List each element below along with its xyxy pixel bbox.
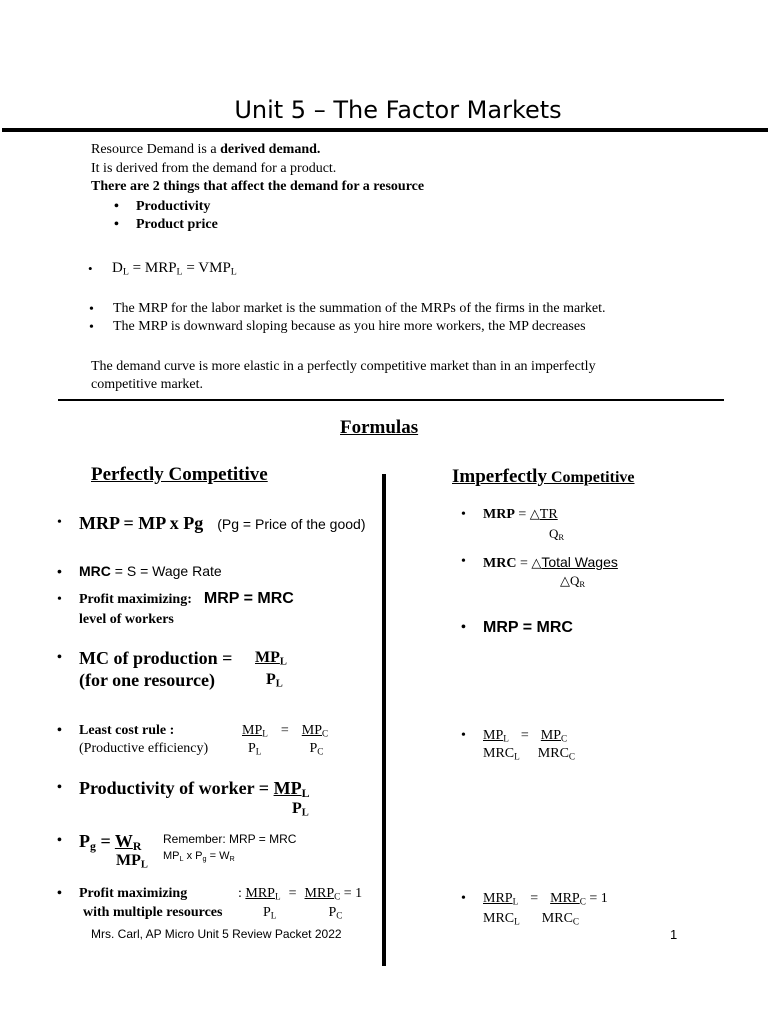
left-lcr-label: • Least cost rule : (57, 723, 175, 738)
left-mc-label2: (for one resource) (79, 670, 215, 690)
left-remember-2: $MP_L$ x $P_g = W_R$ (163, 850, 235, 863)
right-pmm-equation: • $MRP_L = MRP_C = 1$ (461, 891, 608, 907)
factor-productivity: • Productivity (136, 199, 210, 215)
factor-product-price: • Product price (136, 217, 218, 233)
left-lcr-equation: $MP_L = MP_C$ (242, 723, 329, 739)
left-mc-denominator: $P_L$ (266, 671, 283, 690)
right-mrc-denominator: △QR (560, 573, 586, 590)
section-rule (58, 399, 724, 401)
intro-line-2: It is derived from the demand for a product. (91, 161, 337, 176)
elastic-line-1: The demand curve is more elastic in a perfectly competitive market than in an imperfectly (91, 359, 596, 374)
right-mrc-formula: • MRC = △Total Wages (461, 554, 618, 571)
left-mc-label: • MC of production = (57, 648, 233, 668)
note-mrp-summation: • The MRP for the labor market is the summation of the MRPs of the firms in the market. (89, 301, 606, 317)
right-lcr-denominators: $MRC_L$ $MRC_C$ (483, 746, 576, 762)
title-rule (2, 128, 768, 132)
left-remember-1: Remember: MRP = MRC (163, 832, 297, 846)
left-pmm-denominators: $P_L$ $P_C$ (263, 905, 343, 921)
left-pmm-label2: with multiple resources (83, 905, 223, 920)
left-mrc-formula: • MRC = S = Wage Rate (57, 563, 222, 579)
page-title: Unit 5 – The Factor Markets (234, 96, 562, 124)
note-mrp-downward: • The MRP is downward sloping because as you hire more workers, the MP decreases (89, 319, 586, 335)
left-heading: Perfectly Competitive (91, 464, 268, 485)
left-pmm-equation: : $MRP_L = MRP_C = 1$ (238, 886, 363, 902)
right-mrp-formula: • MRP = △TR (461, 507, 558, 522)
left-pmm-label: • Profit maximizing (57, 886, 188, 901)
intro-line-3: There are 2 things that affect the demand for a resource (91, 179, 425, 194)
column-divider (382, 474, 386, 966)
formulas-heading: Formulas (340, 417, 419, 438)
right-heading: Imperfectly Competitive (452, 466, 635, 487)
right-lcr-equation: • $MP_L = MP_C$ (461, 728, 568, 744)
left-pg-denominator: $MP_L$ (116, 852, 148, 871)
right-mrp-mrc: • MRP = MRC (461, 619, 573, 636)
left-mrp-formula: • MRP = MP x Pg (Pg = Price of the good) (57, 513, 366, 533)
left-lcr-label2: (Productive efficiency) (79, 741, 209, 756)
left-profit-max: • Profit maximizing: MRP = MRC (57, 590, 294, 607)
left-mc-numerator: $MP_L$ (255, 649, 287, 668)
right-mrp-denominator: QR (549, 526, 565, 543)
left-pg-formula: • $P_g = W_R$ (57, 831, 142, 853)
left-lcr-denominators: $P_L$ $P_C$ (248, 741, 324, 757)
elastic-line-2: competitive market. (91, 377, 203, 392)
left-profit-max-label2: level of workers (79, 612, 174, 627)
intro-line-1: Resource Demand is a derived demand. (91, 142, 321, 157)
demand-equation: • $D_L = MRP_L = VMP_L$ (88, 260, 237, 278)
left-productivity-denominator: $P_L$ (292, 800, 309, 819)
left-productivity: • Productivity of worker = $MP_L$ (57, 778, 310, 800)
page-number: 1 (670, 927, 678, 942)
page-footer: Mrs. Carl, AP Micro Unit 5 Review Packet 2022 (91, 927, 342, 941)
right-pmm-denominators: $MRC_L$ $MRC_C$ (483, 911, 580, 927)
